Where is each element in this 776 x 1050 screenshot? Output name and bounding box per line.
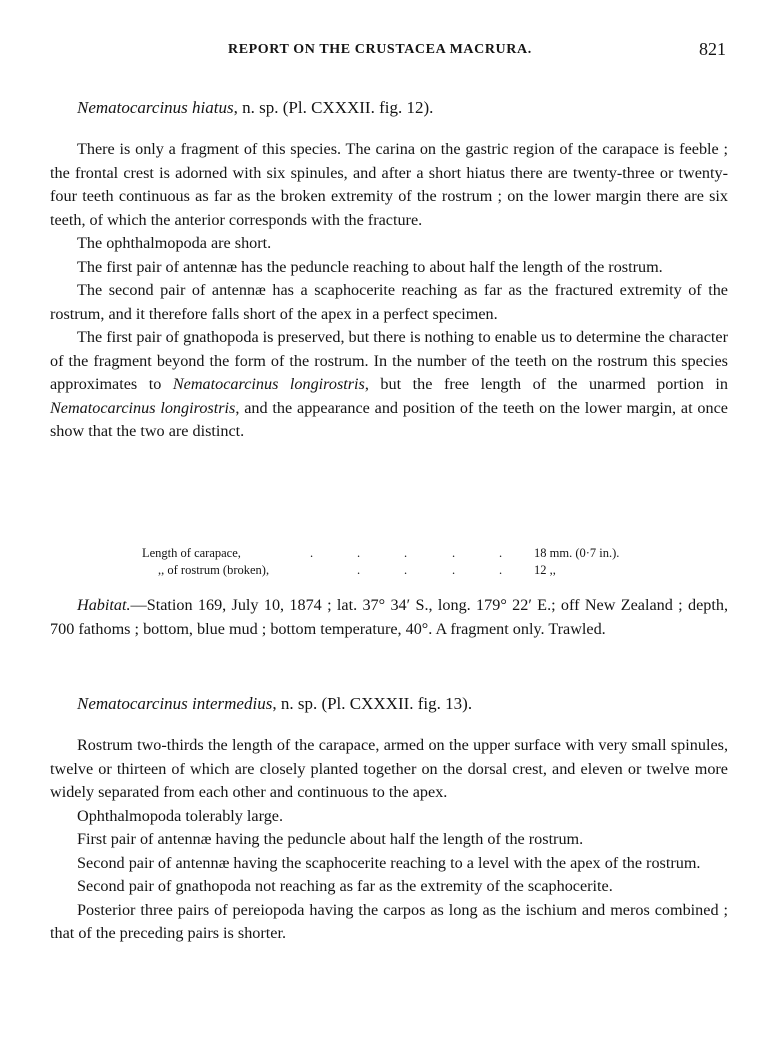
habitat-text: —Station 169, July 10, 1874 ; lat. 37° 34′ S., long. 179° 22′ E.; off New Zealand ; depth, 700 fathoms ; bottom, blue mud ; bottom temperature, 40°. A fragment only. Trawled.	[50, 596, 728, 638]
paragraph: The first pair of antennæ has the peduncle reaching to about half the length of the rostrum.	[77, 257, 663, 276]
habitat-label: Habitat.	[77, 596, 131, 614]
paragraph: Second pair of gnathopoda not reaching as far as the extremity of the scaphocerite.	[77, 877, 613, 895]
paragraph: There is only a fragment of this species. The carina on the gastric region of the carapace is feeble ; the frontal crest is adorned with six spinules, and after a short hiatus there are twenty-three or twenty-four teeth continuous as far as the broken extremity of the rostrum ; on the lower margin there are six teeth, of which the anterior corresponds with the fracture.	[50, 140, 728, 229]
text-run: The first pair of gnathopoda is preserved, but there is nothing to enable us to determine the character of the fragment beyond the form of the rostrum. In the number of the teeth on the rostrum this species approximates to	[50, 328, 728, 393]
species-reference: Nematocarcinus longirostris	[50, 398, 236, 417]
species-heading-suffix: , n. sp. (Pl. CXXXII. fig. 13).	[272, 694, 473, 713]
paragraph: Second pair of antennæ having the scaphocerite reaching to a level with the apex of the rostrum.	[77, 853, 701, 872]
paragraph: The second pair of antennæ has a scaphocerite reaching as far as the fractured extremity of the rostrum, and it therefore falls short of the apex in a perfect specimen.	[50, 281, 728, 323]
running-header	[50, 39, 726, 64]
paragraph: First pair of antennæ having the peduncle about half the length of the rostrum.	[77, 830, 584, 848]
measurement-value: 18 mm. (0·7 in.).	[534, 546, 620, 560]
paragraph	[50, 326, 728, 444]
text-run: , and the appearance and position of the teeth on the lower margin, at once show that the two are distinct.	[50, 398, 728, 440]
page: REPORT ON THE CRUSTACEA MACRURA. 821 Nematocarcinus hiatus, n. sp. (Pl. CXXXII. fig. 12). There is only a fragment of this species. The carina on the gastric region of the carapace is feeble ; the frontal crest is adorned with six spinules, and after a short hiatus there are twenty-three or twenty-four teeth continuous as far as the broken extremity of the rostrum ; on the lower margin there are six teeth, of which the anterior corresponds with the fracture. The ophthalmopoda are short. The first pair of antennæ has the peduncle reaching to about half the length of the rostrum. The second pair of antennæ has a scaphocerite reaching as far as the fractured extremity of the rostrum, and it therefore falls short of the apex in a perfect specimen. The first pair of gnathopoda is preserved, but there is nothing to enable us to determine the character of the fragment beyond the form of the rostrum. In the number of the teeth on the rostrum this species approximates to Nematocarcinus longirostris, but the free length of the unarmed portion in Nematocarcinus longirostris, and the appearance and position of the teeth on the lower margin, at once show that the two are distinct. Length of carapace, . . . . . 18 mm. (0·7 in.). ,, of rostrum (broken), . . . . 12 ,, Habitat.—Station 169, July 10, 1874 ; lat. 37° 34′ S., long. 179° 22′ E.; off New Zealand ; depth, 700 fathoms ; bottom, blue mud ; bottom temperature, 40°. A fragment only. Trawled. Nematocarcinus intermedius, n. sp. (Pl. CXXXII. fig. 13). Rostrum two-thirds the length of the carapace, armed on the upper surface with very small spinules, twelve or thirteen of which are closely planted together on the dorsal crest, and eleven or twelve more widely separated from each other and continuous to the apex. Ophthalmopoda tolerably large. First pair of antennæ having the peduncle about half the length of the rostrum. Second pair of antennæ having the scaphocerite reaching to a level with the apex of the rostrum. Second pair of gnathopoda not reaching as far as the extremity of the scaphocerite. Posterior three pairs of pereiopoda having the carpos as long as the ischium and meros combined ; that of the preceding pairs is shorter.	[0, 0, 776, 1050]
measurement-label: Length of carapace,	[142, 546, 241, 560]
paragraph: Ophthalmopoda tolerably large.	[77, 806, 284, 825]
running-title: REPORT ON THE CRUSTACEA MACRURA.	[228, 42, 532, 57]
species-heading-intermedius	[77, 694, 472, 714]
paragraph	[50, 594, 728, 641]
species-description-intermedius	[50, 734, 728, 946]
habitat-paragraph	[50, 594, 728, 641]
measurement-value: 12 ,,	[534, 563, 556, 577]
species-description-hiatus	[50, 138, 728, 444]
species-name: Nematocarcinus intermedius	[77, 694, 273, 713]
species-reference: Nematocarcinus longirostris	[172, 375, 365, 393]
text-run: , but the free length of the unarmed portion in	[364, 375, 728, 393]
paragraph: The ophthalmopoda are short.	[77, 234, 272, 252]
species-name: Nematocarcinus hiatus	[77, 98, 234, 117]
measurement-label: ,, of rostrum (broken),	[158, 563, 270, 577]
species-heading-suffix: , n. sp. (Pl. CXXXII. fig. 12).	[233, 98, 434, 117]
paragraph: Rostrum two-thirds the length of the carapace, armed on the upper surface with very small spinules, twelve or thirteen of which are closely planted together on the dorsal crest, and eleven or twelve more widely separated from each other and continuous to the apex.	[50, 736, 728, 801]
paragraph: Posterior three pairs of pereiopoda having the carpos as long as the ischium and meros combined ; that of the preceding pairs is shorter.	[50, 900, 728, 942]
species-heading-hiatus	[77, 98, 433, 118]
page-number: 821	[699, 39, 726, 59]
